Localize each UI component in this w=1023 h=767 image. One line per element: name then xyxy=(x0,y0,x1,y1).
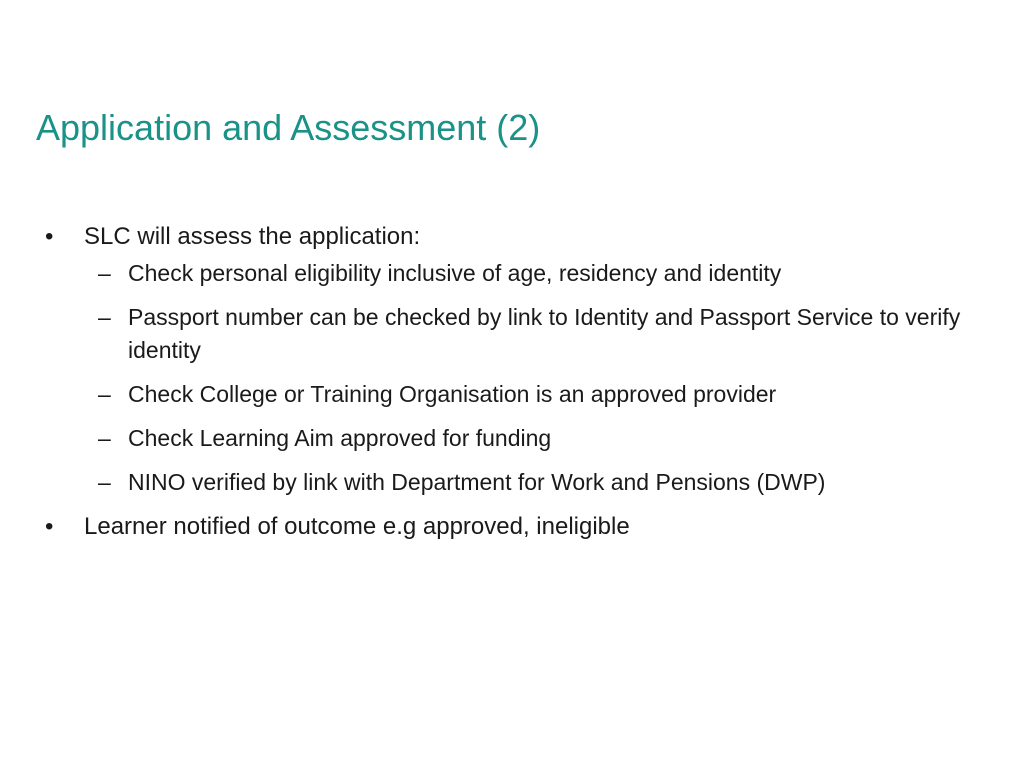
sub-bullet-text: Passport number can be checked by link to Identity and Passport Service to verify identity xyxy=(128,304,961,363)
dash-bullet-icon: – xyxy=(98,260,111,286)
sub-bullet-text: Check Learning Aim approved for funding xyxy=(128,425,552,451)
sub-bullet-text: Check personal eligibility inclusive of age, residency and identity xyxy=(128,260,782,286)
sub-bullet-item xyxy=(84,257,984,290)
bullet-item xyxy=(44,510,984,543)
sub-bullet-text: NINO verified by link with Department for Work and Pensions (DWP) xyxy=(128,469,826,495)
sub-bullet-item xyxy=(84,301,984,367)
bullet-item xyxy=(44,220,984,499)
bullet-dot-icon: • xyxy=(45,513,54,540)
bullet-text: SLC will assess the application: xyxy=(84,223,421,250)
sub-bullet-item xyxy=(84,422,984,455)
sub-bullet-text: Check College or Training Organisation is an approved provider xyxy=(128,381,777,407)
bullet-dot-icon: • xyxy=(45,223,54,250)
dash-bullet-icon: – xyxy=(98,469,111,495)
dash-bullet-icon: – xyxy=(98,304,111,330)
sub-bullet-item xyxy=(84,378,984,411)
dash-bullet-icon: – xyxy=(98,425,111,451)
dash-bullet-icon: – xyxy=(98,381,111,407)
bullet-text: Learner notified of outcome e.g approved, ineligible xyxy=(84,513,630,540)
sub-bullet-item xyxy=(84,466,984,499)
sub-bullet-list xyxy=(84,257,984,499)
slide-title: Application and Assessment (2) xyxy=(36,107,541,148)
bullet-list xyxy=(44,220,984,547)
